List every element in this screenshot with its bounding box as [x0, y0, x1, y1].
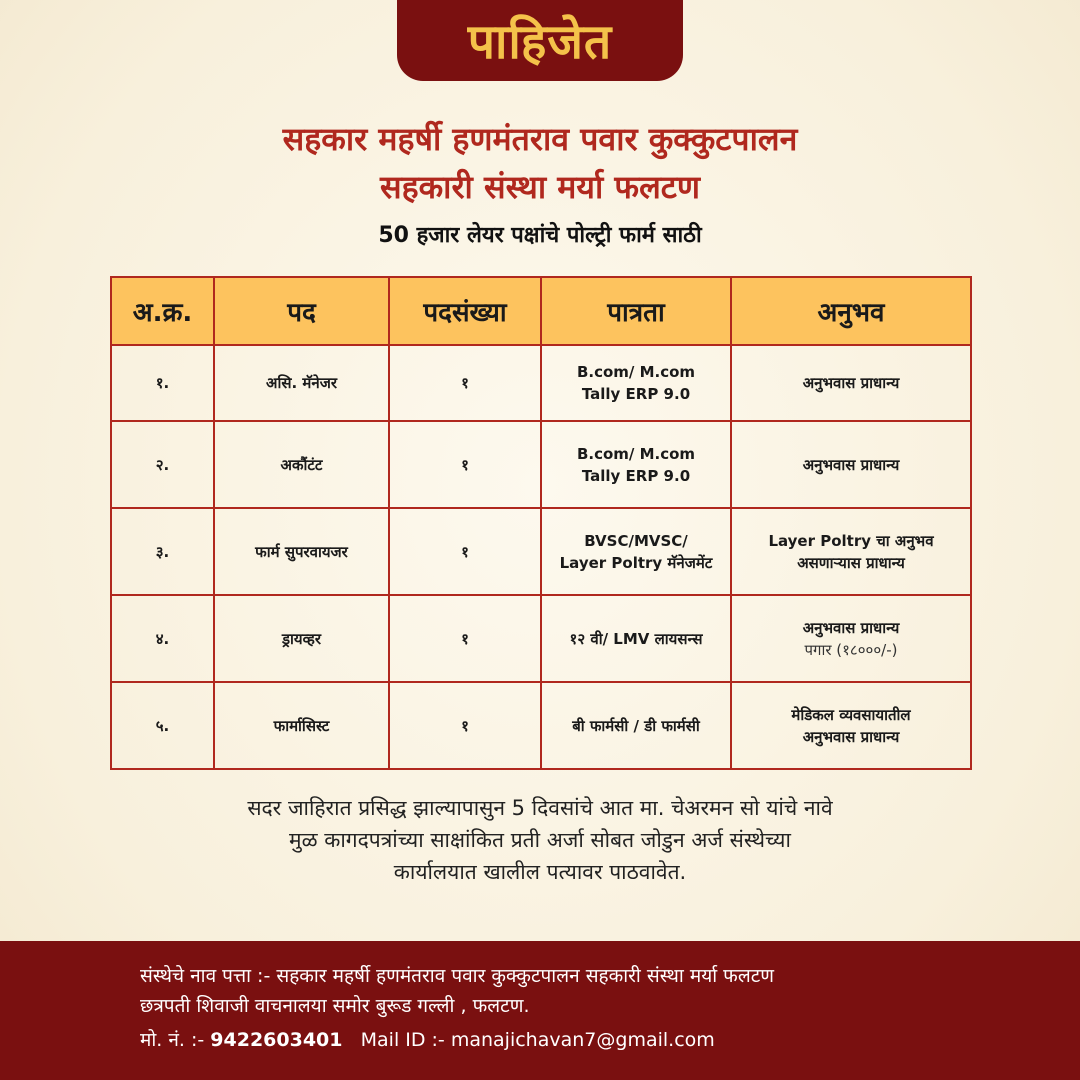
- table-row: [111, 421, 971, 508]
- count-cell: १: [389, 508, 541, 595]
- experience-line: अनुभवास प्राधान्य: [802, 618, 900, 637]
- post-cell: असि. मॅनेजर: [214, 345, 389, 421]
- instructions-line: कार्यालयात खालील पत्यावर पाठवावेत.: [393, 860, 687, 884]
- qualification-line: १२ वी/ LMV लायसन्स: [569, 629, 703, 648]
- organization-title-line1: सहकार महर्षी हणमंतराव पवार कुक्कुटपालन: [282, 120, 798, 158]
- post-cell: ड्रायव्हर: [214, 595, 389, 682]
- serial-cell: १.: [111, 345, 214, 421]
- serial-cell: २.: [111, 421, 214, 508]
- address-line2: छत्रपती शिवाजी वाचनालया समोर बुरूड गल्ली , फलटण.: [140, 995, 530, 1017]
- qualification-line: B.com/ M.com: [576, 444, 696, 463]
- qualification-cell: [541, 595, 731, 682]
- table-row: [111, 508, 971, 595]
- application-instructions: [140, 792, 940, 888]
- instructions-line: सदर जाहिरात प्रसिद्ध झाल्यापासुन 5 दिवसांचे आत मा. चेअरमन सो यांचे नावे: [247, 796, 833, 820]
- experience-line: Layer Poltry चा अनुभव: [768, 531, 934, 550]
- experience-cell: [731, 595, 971, 682]
- table-row: [111, 345, 971, 421]
- experience-line: असणाऱ्यास प्राधान्य: [797, 553, 905, 572]
- count-cell: १: [389, 595, 541, 682]
- serial-cell: ५.: [111, 682, 214, 769]
- mail-label: Mail ID :-: [360, 1029, 445, 1051]
- column-header-post: पद: [214, 277, 389, 345]
- experience-line: अनुभवास प्राधान्य: [802, 374, 900, 392]
- contact-footer: [0, 941, 1080, 1080]
- post-cell: अकौंटंट: [214, 421, 389, 508]
- experience-line: मेडिकल व्यवसायातील: [791, 705, 911, 724]
- qualification-cell: [541, 682, 731, 769]
- post-cell: फार्म सुपरवायजर: [214, 508, 389, 595]
- column-header-qualification: पात्रता: [541, 277, 731, 345]
- phone-number[interactable]: 9422603401: [210, 1029, 343, 1051]
- qualification-cell: [541, 508, 731, 595]
- phone-label: मो. नं. :-: [140, 1029, 205, 1051]
- qualification-cell: [541, 345, 731, 421]
- qualification-line: BVSC/MVSC/: [584, 531, 688, 550]
- qualification-line: B.com/ M.com: [576, 363, 696, 381]
- salary-note: पगार (१८०००/-): [804, 640, 898, 659]
- qualification-cell: [541, 421, 731, 508]
- organization-title-line2: सहकारी संस्था मर्या फलटण: [379, 168, 701, 206]
- qualification-line: Tally ERP 9.0: [581, 466, 691, 485]
- qualification-line: Tally ERP 9.0: [581, 385, 691, 403]
- serial-cell: ३.: [111, 508, 214, 595]
- table-row: [111, 682, 971, 769]
- experience-cell: [731, 421, 971, 508]
- instructions-line: मुळ कागदपत्रांच्या साक्षांकित प्रती अर्जा सोबत जोडुन अर्ज संस्थेच्या: [289, 828, 791, 852]
- vacancy-table: [110, 276, 972, 770]
- banner-title: पाहिजेत: [467, 14, 613, 70]
- post-cell: फार्मासिस्ट: [214, 682, 389, 769]
- address-line1: संस्थेचे नाव पत्ता :- सहकार महर्षी हणमंतराव पवार कुक्कुटपालन सहकारी संस्था मर्या फलटण: [140, 965, 775, 987]
- experience-cell: [731, 682, 971, 769]
- experience-cell: [731, 345, 971, 421]
- count-cell: १: [389, 682, 541, 769]
- table-header-row: [111, 277, 971, 345]
- serial-cell: ४.: [111, 595, 214, 682]
- contact-line: [140, 1025, 715, 1055]
- hiring-banner: [397, 0, 683, 81]
- count-cell: १: [389, 421, 541, 508]
- column-header-experience: अनुभव: [731, 277, 971, 345]
- experience-line: अनुभवास प्राधान्य: [802, 727, 900, 746]
- qualification-line: बी फार्मसी / डी फार्मसी: [572, 716, 700, 735]
- table-row: [111, 595, 971, 682]
- count-cell: १: [389, 345, 541, 421]
- column-header-count: पदसंख्या: [389, 277, 541, 345]
- email-address[interactable]: manajichavan7@gmail.com: [450, 1029, 715, 1051]
- qualification-line: Layer Poltry मॅनेजमेंट: [559, 553, 713, 572]
- experience-line: अनुभवास प्राधान्य: [802, 455, 900, 474]
- column-header-serial: अ.क्र.: [111, 277, 214, 345]
- subtitle: 50 हजार लेयर पक्षांचे पोल्ट्री फार्म साठी: [378, 223, 702, 248]
- experience-cell: [731, 508, 971, 595]
